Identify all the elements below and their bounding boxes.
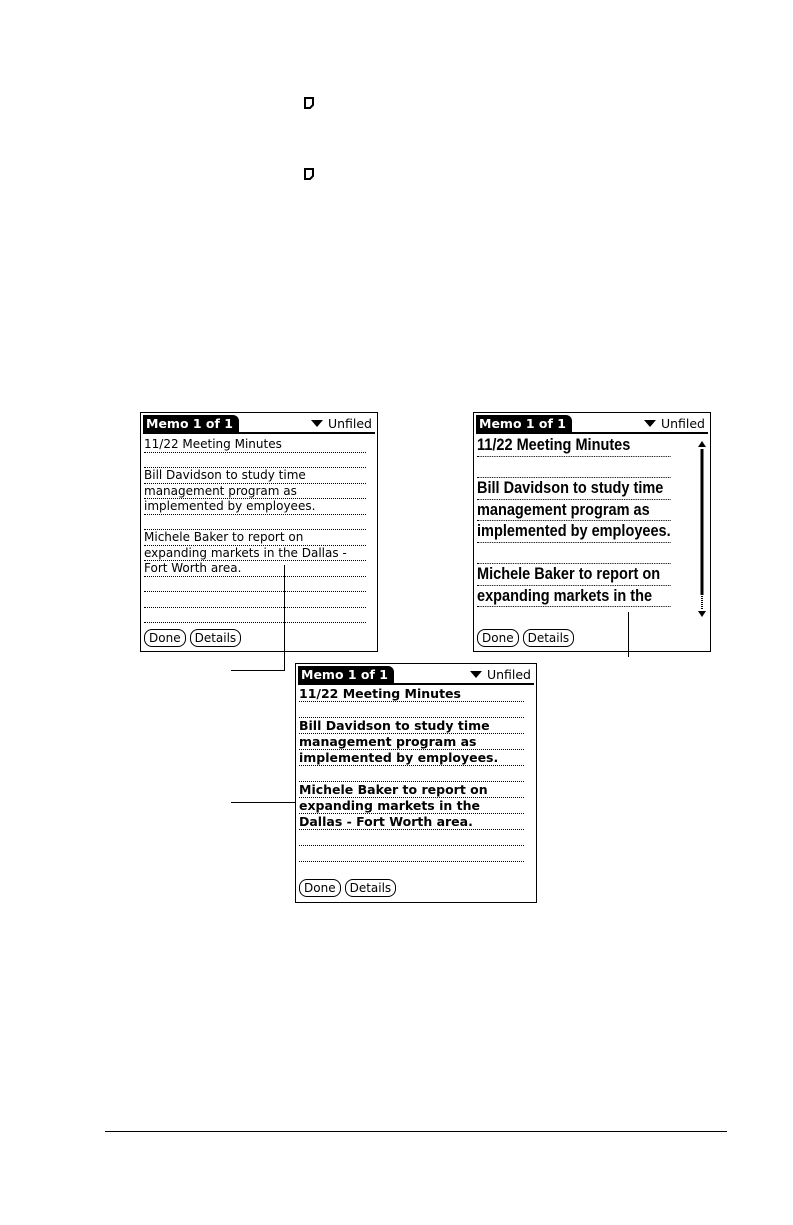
category-picker[interactable] bbox=[470, 666, 531, 683]
memo-line bbox=[144, 515, 366, 531]
memo-page-icon bbox=[304, 168, 314, 180]
dropdown-triangle-icon bbox=[644, 420, 656, 427]
header-rule bbox=[476, 432, 708, 434]
memo-screen-bold-font bbox=[295, 663, 537, 903]
details-button[interactable]: Details bbox=[523, 629, 575, 647]
scroll-up-arrow-icon[interactable] bbox=[698, 441, 706, 447]
memo-line bbox=[144, 577, 366, 593]
footer-rule bbox=[105, 1131, 727, 1132]
category-label: Unfiled bbox=[660, 416, 705, 431]
memo-line: implemented by employees. bbox=[144, 499, 366, 515]
dropdown-triangle-icon bbox=[311, 420, 323, 427]
memo-line bbox=[144, 453, 366, 469]
memo-line bbox=[299, 830, 524, 846]
memo-line: management program as bbox=[477, 500, 671, 522]
callout-line bbox=[628, 612, 629, 657]
memo-line: expanding markets in the bbox=[477, 586, 671, 608]
memo-line bbox=[299, 702, 524, 718]
done-button[interactable]: Done bbox=[477, 629, 519, 647]
memo-line: 11/22 Meeting Minutes bbox=[477, 435, 671, 457]
done-button[interactable]: Done bbox=[144, 629, 186, 647]
memo-line: Michele Baker to report on bbox=[477, 564, 671, 586]
scroll-down-arrow-icon[interactable] bbox=[698, 611, 706, 617]
memo-body[interactable] bbox=[299, 686, 524, 862]
memo-line: 11/22 Meeting Minutes bbox=[299, 686, 524, 702]
button-row bbox=[299, 877, 400, 897]
memo-title-tab: Memo 1 of 1 bbox=[298, 666, 394, 683]
memo-line bbox=[477, 457, 671, 479]
button-row bbox=[144, 627, 245, 647]
callout-line bbox=[231, 670, 284, 671]
memo-line: implemented by employees. bbox=[477, 521, 671, 543]
memo-body[interactable] bbox=[477, 435, 671, 607]
memo-line: Michele Baker to report on bbox=[144, 530, 366, 546]
memo-line bbox=[299, 766, 524, 782]
memo-line: Bill Davidson to study time bbox=[477, 478, 671, 500]
category-picker[interactable] bbox=[644, 415, 705, 432]
header-rule bbox=[298, 683, 534, 685]
memo-screen-small-font bbox=[140, 412, 378, 652]
memo-header bbox=[143, 415, 375, 433]
category-picker[interactable] bbox=[311, 415, 372, 432]
memo-header bbox=[298, 666, 534, 684]
callout-line bbox=[284, 565, 285, 671]
callout-line bbox=[231, 802, 295, 803]
memo-line bbox=[299, 846, 524, 862]
memo-line: Michele Baker to report on bbox=[299, 782, 524, 798]
memo-body[interactable] bbox=[144, 437, 366, 623]
done-button[interactable]: Done bbox=[299, 879, 341, 897]
memo-line: expanding markets in the bbox=[299, 798, 524, 814]
memo-line: management program as bbox=[299, 734, 524, 750]
memo-title-tab: Memo 1 of 1 bbox=[476, 415, 572, 432]
category-label: Unfiled bbox=[486, 667, 531, 682]
memo-line bbox=[144, 608, 366, 624]
details-button[interactable]: Details bbox=[345, 879, 397, 897]
header-rule bbox=[143, 432, 375, 434]
memo-line: Bill Davidson to study time bbox=[299, 718, 524, 734]
button-row bbox=[477, 627, 578, 647]
details-button[interactable]: Details bbox=[190, 629, 242, 647]
memo-title-tab: Memo 1 of 1 bbox=[143, 415, 239, 432]
scroll-bar[interactable] bbox=[697, 441, 707, 617]
memo-line: implemented by employees. bbox=[299, 750, 524, 766]
category-label: Unfiled bbox=[327, 416, 372, 431]
memo-line bbox=[144, 592, 366, 608]
memo-line: Fort Worth area. bbox=[144, 561, 366, 577]
memo-line: expanding markets in the Dallas - bbox=[144, 546, 366, 562]
scroll-thumb[interactable] bbox=[701, 449, 704, 595]
memo-line: Dallas - Fort Worth area. bbox=[299, 814, 524, 830]
dropdown-triangle-icon bbox=[470, 671, 482, 678]
memo-screen-large-font bbox=[473, 412, 711, 652]
memo-line: 11/22 Meeting Minutes bbox=[144, 437, 366, 453]
memo-line: Bill Davidson to study time bbox=[144, 468, 366, 484]
memo-line: management program as bbox=[144, 484, 366, 500]
memo-line bbox=[477, 543, 671, 565]
memo-page-icon bbox=[304, 97, 314, 109]
memo-header bbox=[476, 415, 708, 433]
